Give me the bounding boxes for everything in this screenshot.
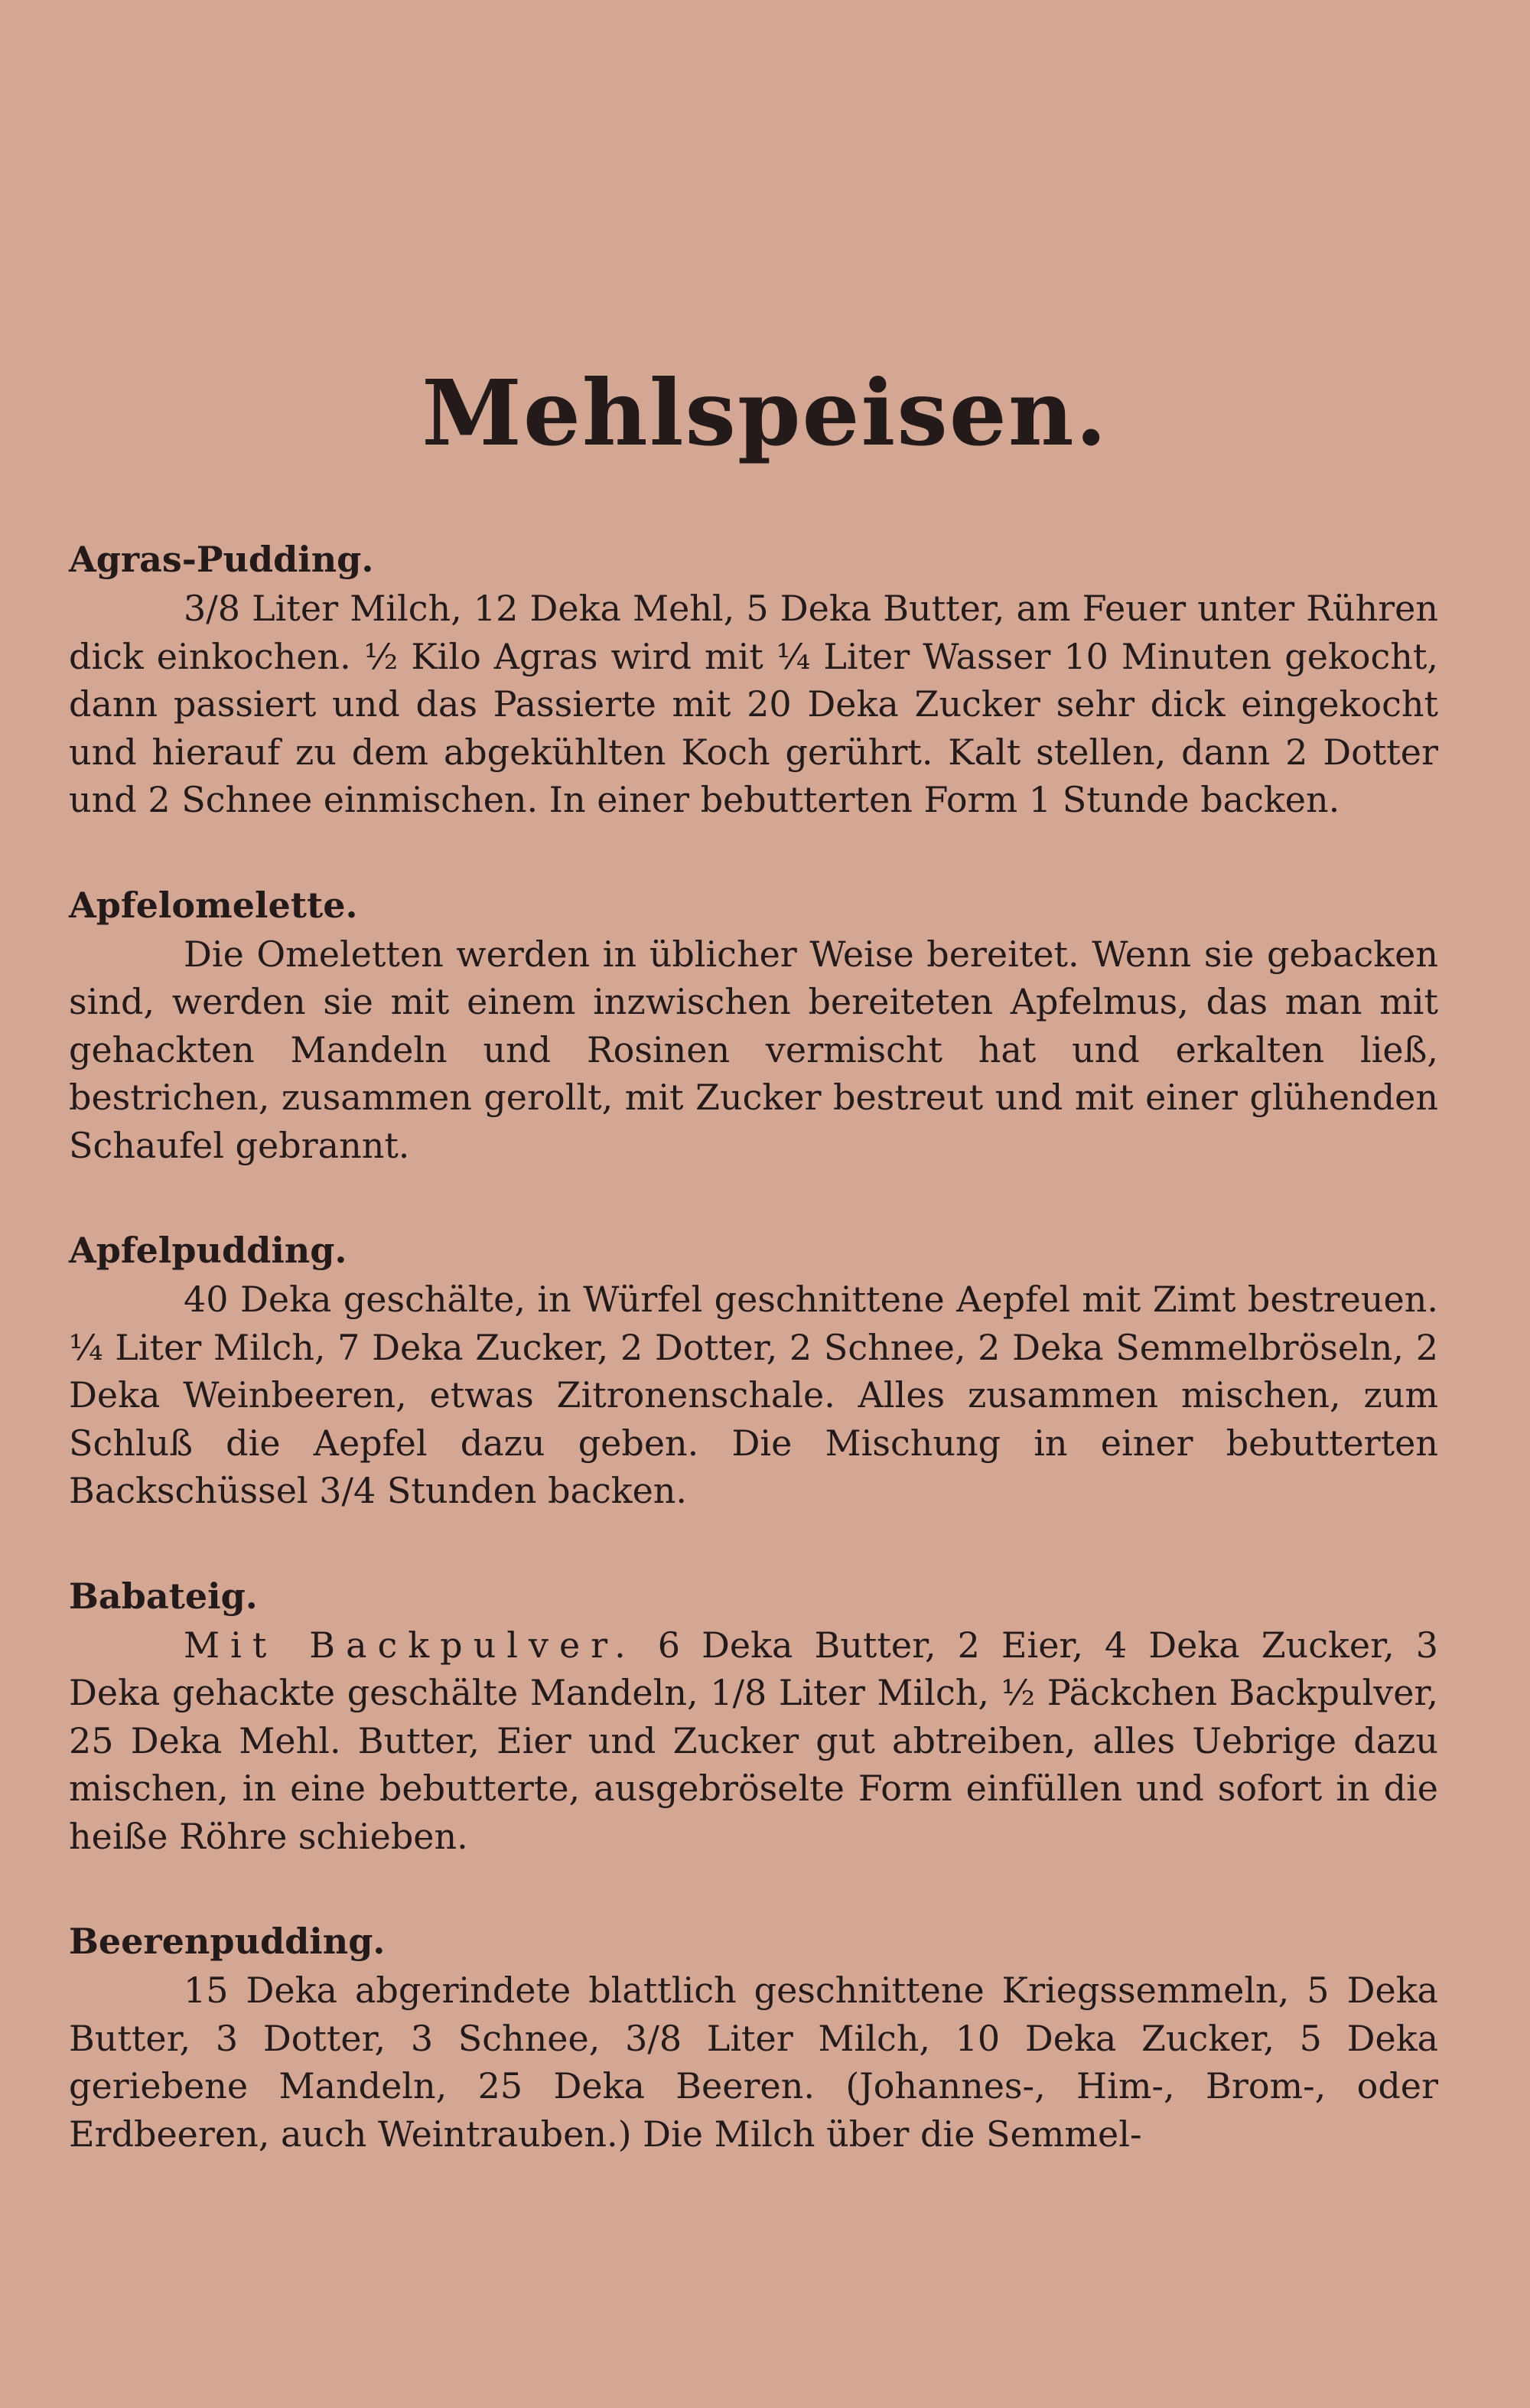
recipe-text: 15 Deka abgerindete blattlich geschnittene Kriegssemmeln, 5 Deka Butter, 3 Dotter, 3 Schnee, 3/8 Liter Milch, 10 Deka Zucker, 5 Deka geriebene Mandeln, 25 Deka Beeren. (Johannes-, Him-, Brom-, oder Erdbeeren, auch Weintrauben.) Die Milch über die Semmel- (69, 1970, 1438, 2155)
recipe-beerenpudding (69, 1918, 1438, 2158)
recipe-babateig (69, 1572, 1438, 1861)
recipe-agras-pudding (69, 536, 1438, 824)
recipe-title: Babateig. (69, 1575, 258, 1617)
recipe-lead: Mit Backpulver. (184, 1624, 636, 1666)
recipe-title: Agras-Pudding. (69, 539, 374, 580)
recipe-apfelomelette (69, 881, 1438, 1170)
recipe-body: 6 Deka Butter, 2 Eier, 4 Deka Zucker, 3 Deka gehackte geschälte Mandeln, 1/8 Liter Milch, ½ Päckchen Backpulver, 25 Deka Mehl. Butter, Eier und Zucker gut abtreiben, alles Uebrige dazu mischen, in eine bebutterte, ausgebröselte Form einfüllen und sofort in die heiße Röhre schieben. (69, 1624, 1438, 1857)
recipe-list (69, 536, 1438, 2215)
recipe-title: Beerenpudding. (69, 1921, 386, 1962)
recipe-text: Die Omeletten werden in üblicher Weise bereitet. Wenn sie gebacken sind, werden sie mit einem inzwischen bereiteten Apfelmus, das man mit gehackten Mandeln und Rosinen vermischt hat und erkalten ließ, bestrichen, zusammen gerollt, mit Zucker bestreut und mit einer glühenden Schaufel gebrannt. (69, 933, 1438, 1166)
page-title: Mehlspeisen. (422, 360, 1108, 466)
recipe-title: Apfelomelette. (69, 884, 358, 926)
recipe-title: Apfelpudding. (69, 1230, 347, 1271)
recipe-text: 40 Deka geschälte, in Würfel geschnittene Aepfel mit Zimt bestreuen. ¼ Liter Milch, 7 Deka Zucker, 2 Dotter, 2 Schnee, 2 Deka Semmelbröseln, 2 Deka Weinbeeren, etwas Zitronenschale. Alles zusammen mischen, zum Schluß die Aepfel dazu geben. Die Mischung in einer bebutterten Backschüssel 3/4 Stunden backen. (69, 1279, 1438, 1511)
recipe-text: 3/8 Liter Milch, 12 Deka Mehl, 5 Deka Butter, am Feuer unter Rühren dick einkochen. ½ Kilo Agras wird mit ¼ Liter Wasser 10 Minuten gekocht, dann passiert und das Passierte mit 20 Deka Zucker sehr dick eingekocht und hierauf zu dem abgekühlten Koch gerührt. Kalt stellen, dann 2 Dotter und 2 Schnee einmischen. In einer bebutterten Form 1 Stunde backen. (69, 588, 1438, 820)
recipe-apfelpudding (69, 1227, 1438, 1515)
recipe-text (69, 1621, 1438, 1861)
